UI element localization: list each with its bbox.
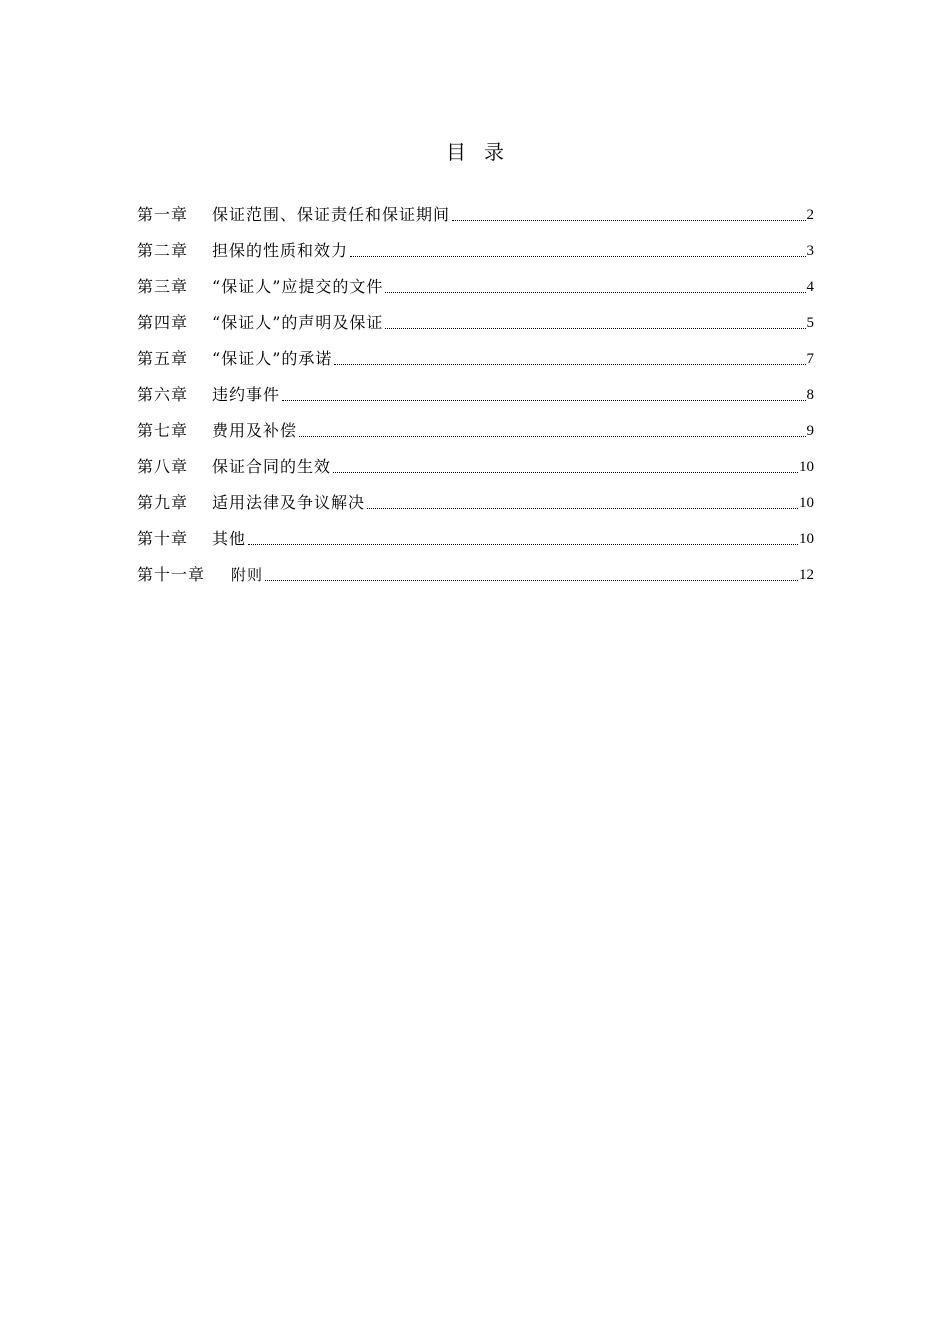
toc-chapter-number: 第六章 [137, 385, 189, 404]
toc-page-number: 10 [799, 495, 814, 511]
toc-page-number: 5 [806, 315, 814, 331]
toc-chapter-number: 第五章 [137, 349, 189, 368]
toc-entry[interactable] [137, 262, 814, 298]
toc-chapter-number: 第八章 [137, 457, 189, 476]
toc-dot-leader [333, 471, 798, 473]
toc-page-number: 8 [806, 387, 814, 403]
toc-entry[interactable] [137, 442, 814, 478]
toc-dot-leader [452, 219, 805, 221]
toc-chapter-title: “保证人”的承诺 [212, 349, 333, 368]
toc-dot-leader [334, 363, 805, 365]
toc-entry[interactable] [137, 190, 814, 226]
toc-entry[interactable] [137, 298, 814, 334]
toc-dot-leader [248, 543, 798, 545]
toc-chapter-number: 第一章 [137, 205, 189, 224]
toc-page-number: 7 [806, 351, 814, 367]
toc-dot-leader [367, 507, 798, 509]
toc-page-number: 12 [799, 567, 814, 583]
toc-page-number: 9 [806, 423, 814, 439]
toc-entry[interactable] [137, 406, 814, 442]
toc-entry[interactable] [137, 334, 814, 370]
toc-chapter-title: “保证人”的声明及保证 [212, 313, 384, 332]
toc-chapter-title: 担保的性质和效力 [212, 241, 349, 260]
toc-dot-leader [265, 579, 798, 581]
toc-chapter-number: 第十章 [137, 529, 189, 548]
toc-chapter-number: 第十一章 [137, 565, 206, 584]
toc-entry[interactable] [137, 370, 814, 406]
toc-entry[interactable] [137, 478, 814, 514]
toc-chapter-title: 保证合同的生效 [212, 457, 332, 476]
toc-chapter-title: 附则 [231, 566, 264, 584]
toc-title: 目录 [446, 140, 522, 164]
toc-dot-leader [385, 291, 805, 293]
toc-page-number: 3 [806, 243, 814, 259]
toc-page-number: 4 [806, 279, 814, 295]
toc-dot-leader [350, 255, 805, 257]
toc-page-number: 2 [806, 207, 814, 223]
toc-page-number: 10 [799, 531, 814, 547]
toc-chapter-title: “保证人”应提交的文件 [212, 277, 384, 296]
toc-chapter-number: 第九章 [137, 493, 189, 512]
toc-entry[interactable] [137, 550, 814, 586]
toc-chapter-title: 违约事件 [212, 385, 281, 404]
toc-chapter-title: 其他 [212, 529, 247, 548]
toc-chapter-number: 第七章 [137, 421, 189, 440]
toc-chapter-title: 保证范围、保证责任和保证期间 [212, 205, 451, 224]
toc-chapter-number: 第三章 [137, 277, 189, 296]
toc-chapter-number: 第二章 [137, 241, 189, 260]
toc-chapter-title: 适用法律及争议解决 [212, 493, 366, 512]
toc-dot-leader [299, 435, 805, 437]
toc-chapter-number: 第四章 [137, 313, 189, 332]
toc-chapter-title: 费用及补偿 [212, 421, 298, 440]
toc-dot-leader [385, 327, 805, 329]
toc-list [137, 190, 814, 586]
toc-entry[interactable] [137, 514, 814, 550]
toc-entry[interactable] [137, 226, 814, 262]
toc-dot-leader [282, 399, 805, 401]
toc-page-number: 10 [799, 459, 814, 475]
